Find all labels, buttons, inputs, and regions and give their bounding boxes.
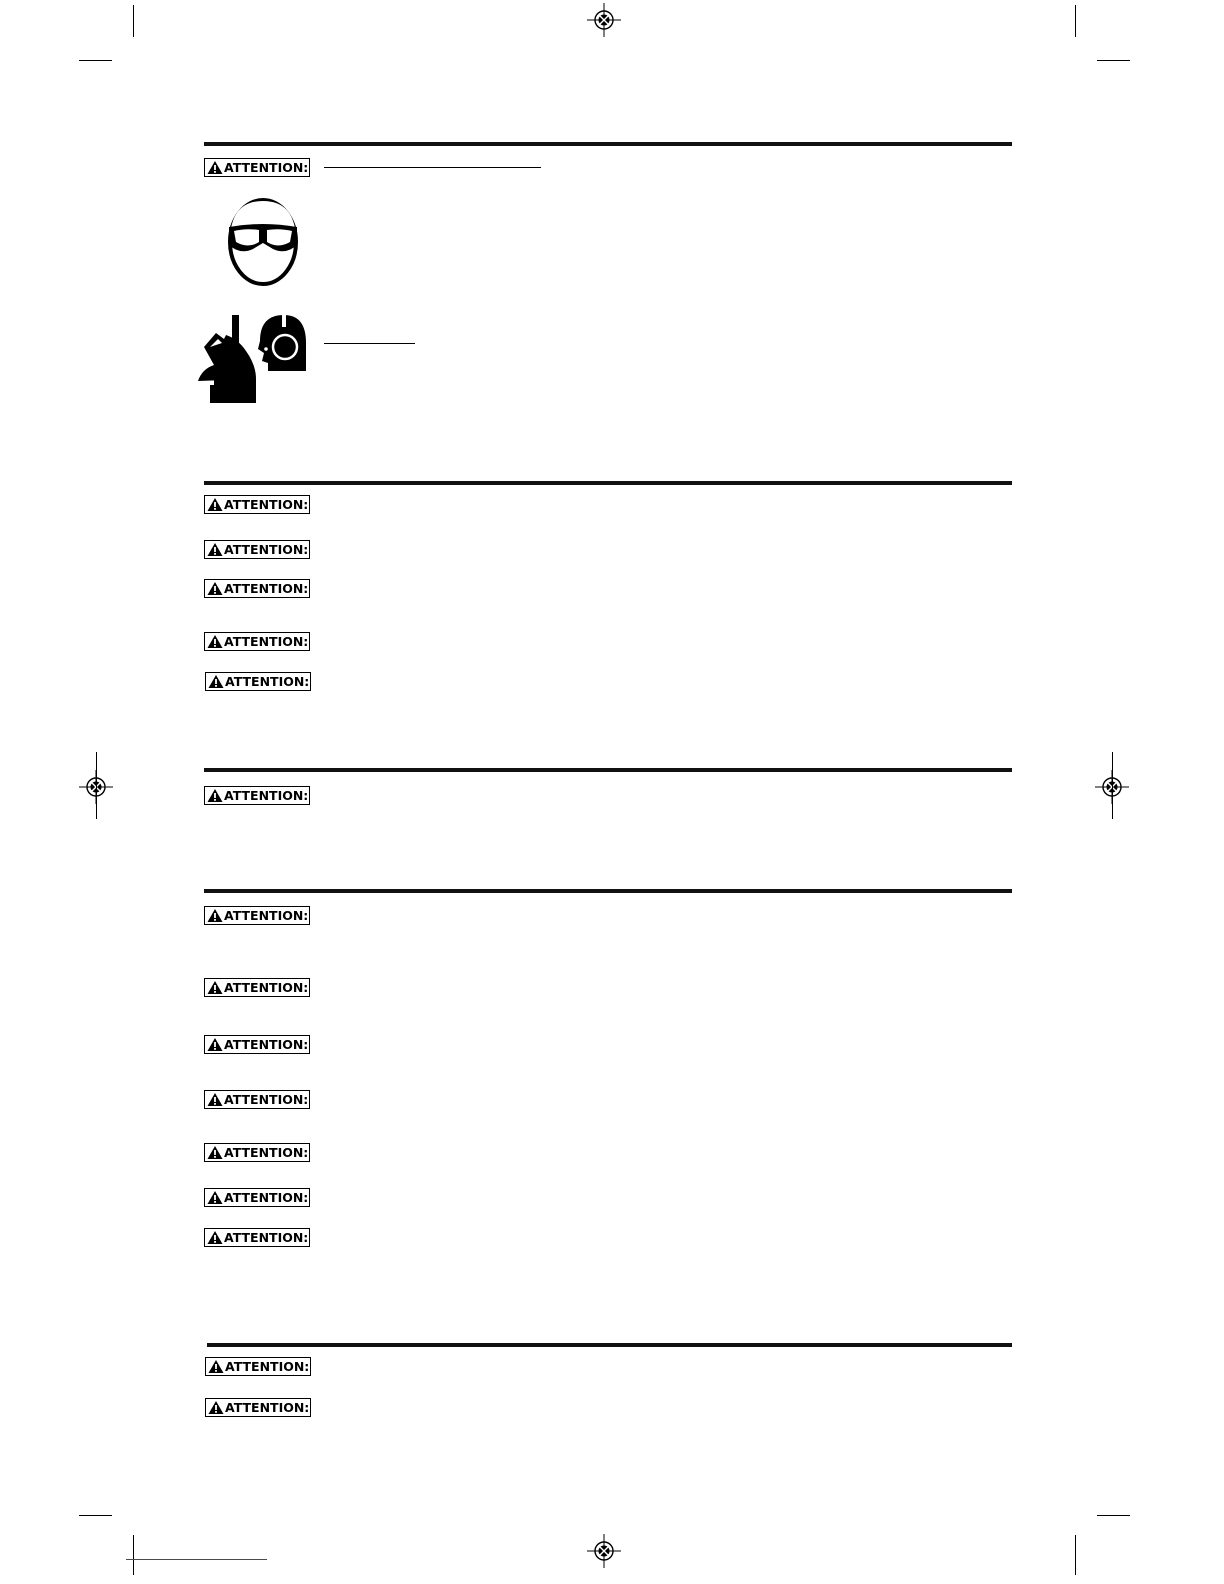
- attention-badge: [204, 495, 310, 514]
- warning-triangle-icon: [207, 788, 223, 803]
- crop-mark-top-left-h: [79, 60, 112, 61]
- section-rule: [207, 1343, 1012, 1347]
- crop-mark-top-left-v: [133, 5, 134, 37]
- registration-mark-icon: [587, 1534, 621, 1568]
- attention-badge: [204, 579, 310, 598]
- bleed-line: [126, 1559, 267, 1560]
- attention-label: ATTENTION:: [224, 788, 309, 803]
- warning-triangle-icon: [207, 908, 223, 923]
- crop-mark-bottom-right-h: [1097, 1515, 1130, 1516]
- warning-triangle-icon: [208, 674, 224, 689]
- attention-label: ATTENTION:: [225, 1400, 310, 1415]
- attention-label: ATTENTION:: [224, 1145, 309, 1160]
- attention-label: ATTENTION:: [224, 1230, 309, 1245]
- section-rule: [204, 889, 1012, 893]
- warning-triangle-icon: [207, 1190, 223, 1205]
- section-rule: [204, 768, 1012, 772]
- registration-mark-icon: [587, 3, 621, 37]
- attention-badge: [204, 1090, 310, 1109]
- hard-hat-ear-muffs-icon: [196, 313, 310, 405]
- attention-label: ATTENTION:: [224, 1092, 309, 1107]
- attention-label: ATTENTION:: [224, 634, 309, 649]
- section-rule: [204, 142, 1012, 146]
- warning-triangle-icon: [207, 1230, 223, 1245]
- attention-badge: [204, 906, 310, 925]
- attention-label: ATTENTION:: [224, 581, 309, 596]
- warning-triangle-icon: [208, 1359, 224, 1374]
- attention-label: ATTENTION:: [224, 980, 309, 995]
- warning-triangle-icon: [207, 581, 223, 596]
- attention-label: ATTENTION:: [225, 674, 310, 689]
- warning-triangle-icon: [207, 980, 223, 995]
- registration-mark-right-v: [1112, 752, 1113, 819]
- warning-triangle-icon: [207, 542, 223, 557]
- attention-badge: [205, 1357, 311, 1376]
- attention-label: ATTENTION:: [224, 497, 309, 512]
- crop-mark-bottom-left-v: [133, 1535, 134, 1575]
- attention-label: ATTENTION:: [224, 160, 309, 175]
- attention-badge: [205, 672, 311, 691]
- section-rule: [204, 481, 1012, 485]
- warning-triangle-icon: [207, 634, 223, 649]
- attention-badge: [204, 1188, 310, 1207]
- crop-mark-bottom-right-v: [1075, 1535, 1076, 1575]
- attention-badge: [204, 786, 310, 805]
- warning-triangle-icon: [207, 1092, 223, 1107]
- attention-label: ATTENTION:: [225, 1359, 310, 1374]
- heading-underline: [324, 167, 541, 168]
- attention-label: ATTENTION:: [224, 908, 309, 923]
- warning-triangle-icon: [207, 497, 223, 512]
- crop-mark-bottom-left-h: [79, 1515, 112, 1516]
- attention-badge: [204, 1228, 310, 1247]
- heading-underline: [324, 343, 415, 344]
- registration-mark-left-v: [96, 752, 97, 819]
- safety-goggles-face-icon: [226, 197, 300, 287]
- crop-mark-top-right-v: [1075, 5, 1076, 37]
- warning-triangle-icon: [207, 160, 223, 175]
- attention-badge: [204, 632, 310, 651]
- attention-badge: [204, 978, 310, 997]
- attention-label: ATTENTION:: [224, 1037, 309, 1052]
- crop-mark-top-right-h: [1097, 60, 1130, 61]
- warning-triangle-icon: [208, 1400, 224, 1415]
- attention-badge: [204, 1035, 310, 1054]
- warning-triangle-icon: [207, 1145, 223, 1160]
- attention-label: ATTENTION:: [224, 1190, 309, 1205]
- attention-badge: [204, 540, 310, 559]
- attention-badge: [205, 1398, 311, 1417]
- attention-badge: [204, 1143, 310, 1162]
- attention-label: ATTENTION:: [224, 542, 309, 557]
- warning-triangle-icon: [207, 1037, 223, 1052]
- attention-badge: [204, 158, 310, 177]
